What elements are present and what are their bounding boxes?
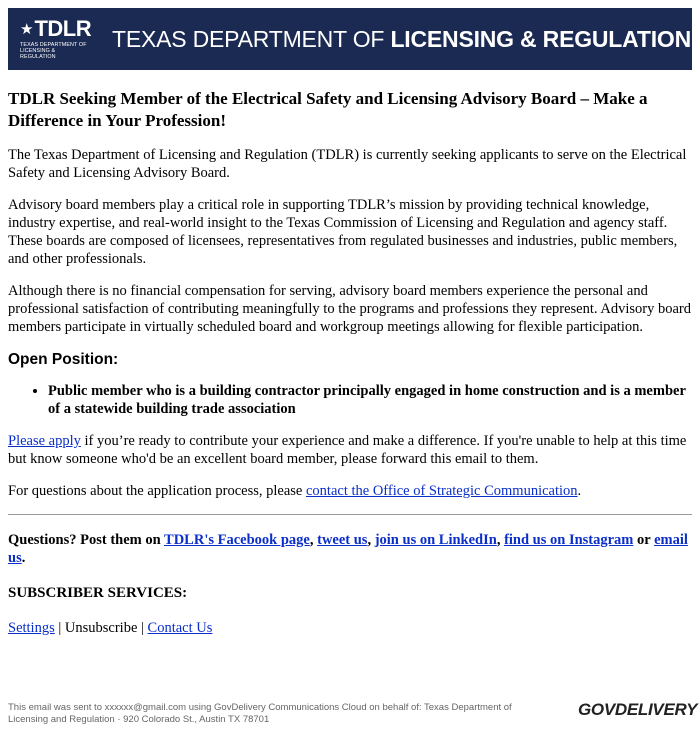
contact-us-link[interactable]: Contact Us: [147, 620, 213, 636]
questions-end: .: [577, 483, 582, 499]
contact-osc-link[interactable]: contact the Office of Strategic Communication: [306, 483, 578, 499]
logo-wordmark: TDLR: [34, 16, 92, 41]
subscriber-sep-1: |: [54, 620, 65, 636]
social-paragraph: [8, 531, 692, 567]
questions-text: For questions about the application process, please: [8, 483, 306, 499]
texas-star-icon: ★: [20, 19, 34, 38]
divider: [8, 514, 692, 515]
instagram-link[interactable]: find us on Instagram: [504, 532, 634, 548]
compensation-paragraph: Although there is no financial compensation for serving, advisory board members experience the personal and professional satisfaction of contributing meaningfully to the programs and professions they represent. Advisory board members participate in virtually scheduled board and workgroup meetings allowing for flexible participation.: [8, 283, 691, 335]
open-position-heading: Open Position:: [8, 351, 119, 368]
position-item: • Public member who is a building contractor principally engaged in home construction and is a member of a statewide building trade association: [48, 382, 692, 418]
positions-list: [8, 382, 692, 418]
govdelivery-logo: [578, 700, 700, 720]
email-us-link[interactable]: email us: [8, 532, 688, 566]
logo-subtext-line2: LICENSING & REGULATION: [20, 48, 56, 60]
govdelivery-wordmark: GOVDELIVERY: [578, 700, 698, 719]
banner-title: [112, 26, 691, 53]
apply-paragraph: [8, 432, 692, 468]
subscriber-links: [8, 619, 692, 637]
header-banner: [8, 8, 692, 70]
subscriber-sep-2: |: [137, 620, 148, 636]
subscriber-services-title: SUBSCRIBER SERVICES:: [8, 585, 188, 601]
social-sep-3: ,: [496, 532, 505, 548]
social-sep-4: or: [633, 532, 655, 548]
twitter-link[interactable]: tweet us: [317, 532, 368, 548]
role-paragraph: Advisory board members play a critical role in supporting TDLR’s mission by providing technical knowledge, industry expertise, and real-world insight to the Texas Commission of Licensing and Regulation and agency staff. These boards are composed of licensees, representatives from regulated businesses and industries, public members, and other professionals.: [8, 197, 678, 267]
social-end: .: [21, 550, 26, 566]
apply-link[interactable]: Please apply: [8, 433, 81, 449]
social-lead: Questions? Post them on: [8, 532, 165, 548]
unsubscribe-text[interactable]: Unsubscribe: [64, 620, 138, 636]
facebook-link[interactable]: TDLR's Facebook page: [164, 532, 310, 548]
banner-title-bold: LICENSING & REGULATION: [390, 25, 692, 52]
banner-title-plain: TEXAS DEPARTMENT OF: [112, 25, 391, 52]
linkedin-link[interactable]: join us on LinkedIn: [374, 532, 497, 548]
intro-paragraph: The Texas Department of Licensing and Regulation (TDLR) is currently seeking applicants to serve on the Electrical Safety and Licensing Advisory Board.: [8, 147, 687, 181]
email-body: [8, 88, 692, 651]
apply-text: if you’re ready to contribute your experience and make a difference. If you're unable to help at this time but know someone who'd be an excellent board member, please forward this email to them.: [8, 433, 687, 467]
social-sep-1: ,: [309, 532, 318, 548]
article-title: TDLR Seeking Member of the Electrical Safety and Licensing Advisory Board – Make a Difference in Your Profession!: [8, 89, 648, 130]
social-sep-2: ,: [367, 532, 375, 548]
tdlr-logo: [20, 16, 92, 62]
logo-subtext-line1: TEXAS DEPARTMENT OF: [20, 42, 87, 48]
settings-link[interactable]: Settings: [8, 620, 55, 636]
footer-notice: This email was sent to xxxxxx@gmail.com using GovDelivery Communications Cloud on behalf of: Texas Department of Licensing and Regulation · 920 Colorado St., Austin TX 78701: [8, 702, 512, 725]
questions-paragraph: [8, 482, 692, 500]
